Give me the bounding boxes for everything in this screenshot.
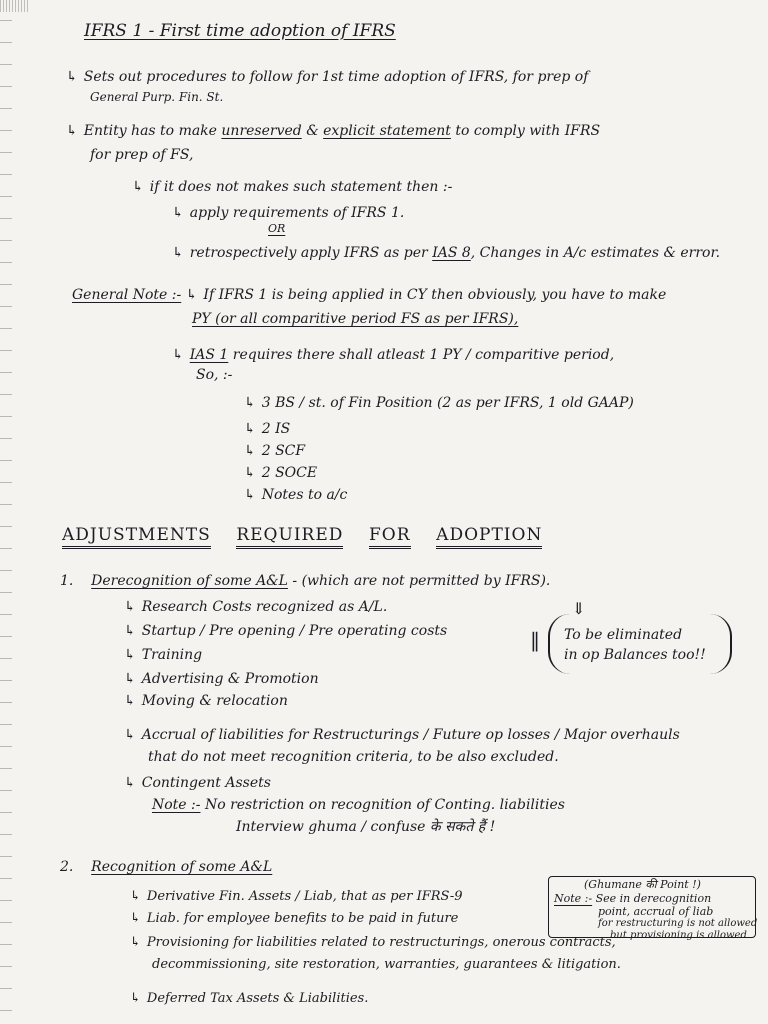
intro-line-3: ↳ Entity has to make unreserved & explicit statement to comply with IFRS: [66, 123, 601, 139]
side-note-line-1: Note :- See in derecognition: [554, 892, 712, 905]
margin-tick: [0, 482, 12, 483]
side-note-line-2: point, accrual of liab: [598, 905, 714, 918]
or-label: OR: [268, 222, 286, 235]
bullet-arrow-icon: ↳: [130, 935, 141, 950]
margin-tick: [0, 812, 12, 813]
bullet-arrow-icon: ↳: [66, 123, 78, 139]
section-1-heading: 1. Derecognition of some A&L - (which are not permitted by IFRS).: [60, 573, 551, 589]
title-text: IFRS 1 - First time adoption of IFRS: [84, 21, 396, 41]
margin-tick: [0, 878, 12, 879]
margin-tick: [0, 196, 12, 197]
margin-tick: [0, 1010, 12, 1011]
recognition-item-continued: decommissioning, site restoration, warranties, guarantees & litigation.: [152, 957, 621, 972]
derecognition-item: ↳ Training: [124, 647, 203, 663]
margin-tick: [0, 636, 12, 637]
bullet-arrow-icon: ↳: [124, 727, 136, 743]
statement-item: ↳ 2 SOCE: [244, 465, 318, 481]
intro-line-4: for prep of FS,: [90, 147, 194, 163]
side-note-line-4: but provisioning is allowed: [610, 930, 747, 941]
margin-tick: [0, 174, 12, 175]
bullet-arrow-icon: ↳: [172, 245, 184, 261]
margin-tick: [0, 966, 12, 967]
margin-tick: [0, 790, 12, 791]
margin-tick: [0, 988, 12, 989]
statement-item: ↳ 3 BS / st. of Fin Position (2 as per IFRS, 1 old GAAP): [244, 395, 634, 411]
recognition-item: ↳ Derivative Fin. Assets / Liab, that as per IFRS-9: [130, 889, 463, 904]
margin-tick: [0, 768, 12, 769]
bullet-arrow-icon: ↳: [124, 775, 136, 791]
margin-tick: [0, 394, 12, 395]
margin-tick: [0, 856, 12, 857]
general-note-line-2: PY (or all comparitive period FS as per IFRS),: [192, 311, 519, 327]
bullet-arrow-icon: ↳: [244, 421, 256, 437]
margin-tick: [0, 284, 12, 285]
contingent-note-line-2: Interview ghuma / confuse के सकते हैं !: [236, 819, 496, 835]
eliminate-note-line-1: To be eliminated: [564, 627, 683, 643]
intro-line-1: ↳ Sets out procedures to follow for 1st time adoption of IFRS, for prep of: [66, 69, 589, 85]
derecognition-item: ↳ Research Costs recognized as A/L.: [124, 599, 388, 615]
derecognition-item: ↳ Startup / Pre opening / Pre operating costs: [124, 623, 448, 639]
margin-tick: [0, 570, 12, 571]
recognition-item: ↳ Deferred Tax Assets & Liabilities.: [130, 991, 369, 1006]
contingent-assets: ↳ Contingent Assets: [124, 775, 271, 791]
margin-tick: [0, 702, 12, 703]
margin-tick: [0, 64, 12, 65]
margin-tick: [0, 460, 12, 461]
margin-tick: [0, 130, 12, 131]
general-note-line-3: ↳ IAS 1 requires there shall atleast 1 PY / comparitive period,: [172, 347, 615, 363]
derecognition-item: ↳ Moving & relocation: [124, 693, 288, 709]
bullet-arrow-icon: ↳: [124, 693, 136, 709]
margin-tick: [0, 834, 12, 835]
notebook-margin: [0, 0, 14, 1024]
intro-line-5: ↳ if it does not makes such statement then :-: [132, 179, 453, 195]
margin-tick: [0, 438, 12, 439]
bullet-arrow-icon: ↳: [130, 911, 141, 926]
intro-line-6: ↳ apply requirements of IFRS 1.: [172, 205, 405, 221]
intro-line-7: ↳ retrospectively apply IFRS as per IAS 8, Changes in A/c estimates & error.: [172, 245, 721, 261]
margin-tick: [0, 922, 12, 923]
side-note-title: (Ghumane की Point !): [584, 878, 701, 891]
margin-tick: [0, 306, 12, 307]
margin-tick: [0, 372, 12, 373]
accrual-line-2: that do not meet recognition criteria, to be also excluded.: [148, 749, 559, 765]
bullet-arrow-icon: ↳: [124, 671, 136, 687]
margin-tick: [0, 218, 12, 219]
section-2-heading: 2. Recognition of some A&L: [60, 859, 273, 875]
margin-tick: [0, 240, 12, 241]
margin-tick: [0, 548, 12, 549]
bullet-arrow-icon: ↳: [244, 443, 256, 459]
eliminate-note-bracket: [548, 614, 732, 674]
margin-tick: [0, 86, 12, 87]
general-note-line-1: General Note :- ↳ If IFRS 1 is being applied in CY then obviously, you have to make: [72, 287, 667, 303]
margin-tick: [0, 108, 12, 109]
side-note-line-3: for restructuring is not allowed: [598, 918, 758, 929]
margin-tick: [0, 350, 12, 351]
double-bar-icon: ‖: [530, 628, 540, 652]
eliminate-note-line-2: in op Balances too!!: [564, 647, 706, 663]
intro-line-2: General Purp. Fin. St.: [90, 90, 224, 104]
margin-tick: [0, 42, 12, 43]
bullet-arrow-icon: ↳: [130, 991, 141, 1006]
margin-tick: [0, 680, 12, 681]
bullet-arrow-icon: ↳: [124, 647, 136, 663]
statement-item: ↳ Notes to a/c: [244, 487, 348, 503]
contingent-note-line-1: Note :- No restriction on recognition of Conting. liabilities: [152, 797, 565, 813]
margin-tick: [0, 262, 12, 263]
down-arrow-icon: ⇓: [572, 599, 586, 618]
bullet-arrow-icon: ↳: [130, 889, 141, 904]
derecognition-item: ↳ Advertising & Promotion: [124, 671, 319, 687]
adjustments-heading: ADJUSTMENTS REQUIRED FOR ADOPTION: [62, 526, 542, 544]
margin-tick: [0, 724, 12, 725]
margin-tick: [0, 504, 12, 505]
general-note-line-4: So, :-: [196, 367, 233, 383]
bullet-arrow-icon: ↳: [244, 487, 256, 503]
recognition-item: ↳ Provisioning for liabilities related to restructurings, onerous contracts,: [130, 935, 616, 950]
accrual-line-1: ↳ Accrual of liabilities for Restructurings / Future op losses / Major overhauls: [124, 727, 680, 743]
bullet-arrow-icon: ↳: [124, 599, 136, 615]
bullet-arrow-icon: ↳: [185, 287, 198, 303]
statement-item: ↳ 2 IS: [244, 421, 291, 437]
bullet-arrow-icon: ↳: [172, 205, 184, 221]
bullet-arrow-icon: ↳: [244, 465, 256, 481]
bullet-arrow-icon: ↳: [132, 179, 144, 195]
margin-tick: [0, 944, 12, 945]
margin-tick: [0, 416, 12, 417]
margin-tick: [0, 20, 12, 21]
margin-tick: [0, 152, 12, 153]
page-title: [84, 22, 396, 40]
bullet-arrow-icon: ↳: [244, 395, 256, 411]
margin-tick: [0, 900, 12, 901]
margin-tick: [0, 658, 12, 659]
statement-item: ↳ 2 SCF: [244, 443, 306, 459]
bullet-arrow-icon: ↳: [172, 347, 184, 363]
margin-tick: [0, 526, 12, 527]
bullet-arrow-icon: ↳: [66, 69, 78, 85]
margin-tick: [0, 328, 12, 329]
margin-tick: [0, 592, 12, 593]
recognition-item: ↳ Liab. for employee benefits to be paid in future: [130, 911, 459, 926]
bullet-arrow-icon: ↳: [124, 623, 136, 639]
margin-tick: [0, 746, 12, 747]
margin-tick: [0, 614, 12, 615]
